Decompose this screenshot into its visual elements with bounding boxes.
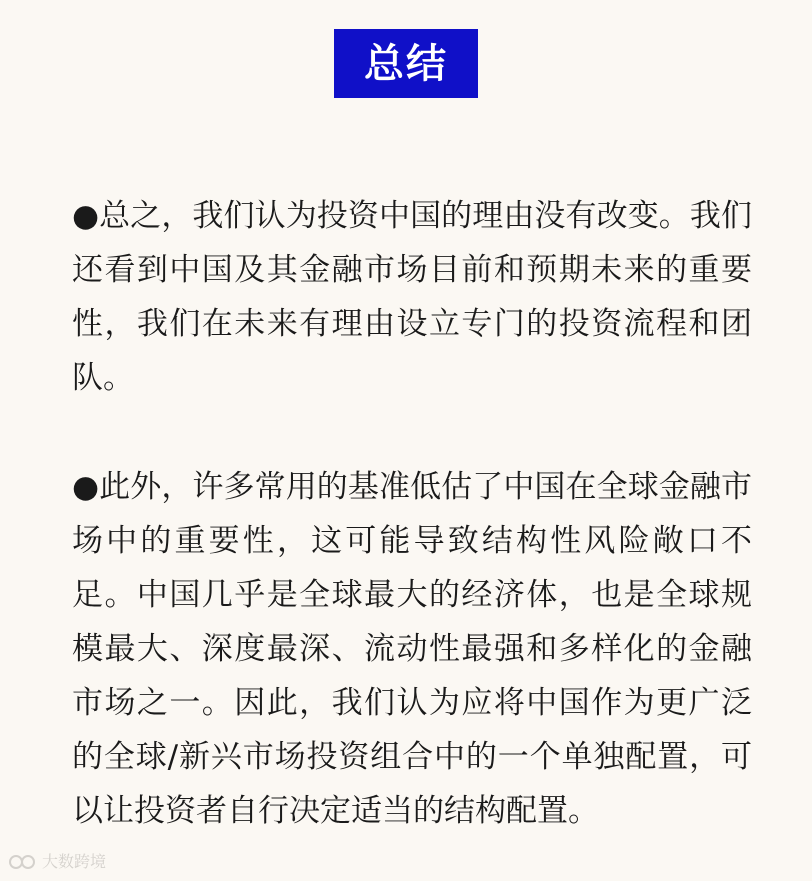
watermark-text: 大数跨境 bbox=[42, 852, 107, 871]
summary-paragraph-2: ●此外，许多常用的基准低估了中国在全球金融市场中的重要性，这可能导致结构性风险敞口不足。中国几乎是全球最大的经济体，也是全球规模最大、深度最深、流动性最强和多样化的金融市场之一。因此，我们认为应将中国作为更广泛的全球/新兴市场投资组合中的一个单独配置，可以让投资者自行决定适当的结构配置。 bbox=[72, 469, 752, 829]
section-title-box bbox=[334, 29, 478, 98]
watermark bbox=[8, 852, 106, 872]
summary-paragraph-1: ●总之，我们认为投资中国的理由没有改变。我们还看到中国及其金融市场目前和预期未来的重要性，我们在未来有理由设立专门的投资流程和团队。 bbox=[72, 198, 752, 396]
section-title: 总结 bbox=[364, 40, 448, 87]
watermark-logo-icon bbox=[8, 852, 38, 872]
